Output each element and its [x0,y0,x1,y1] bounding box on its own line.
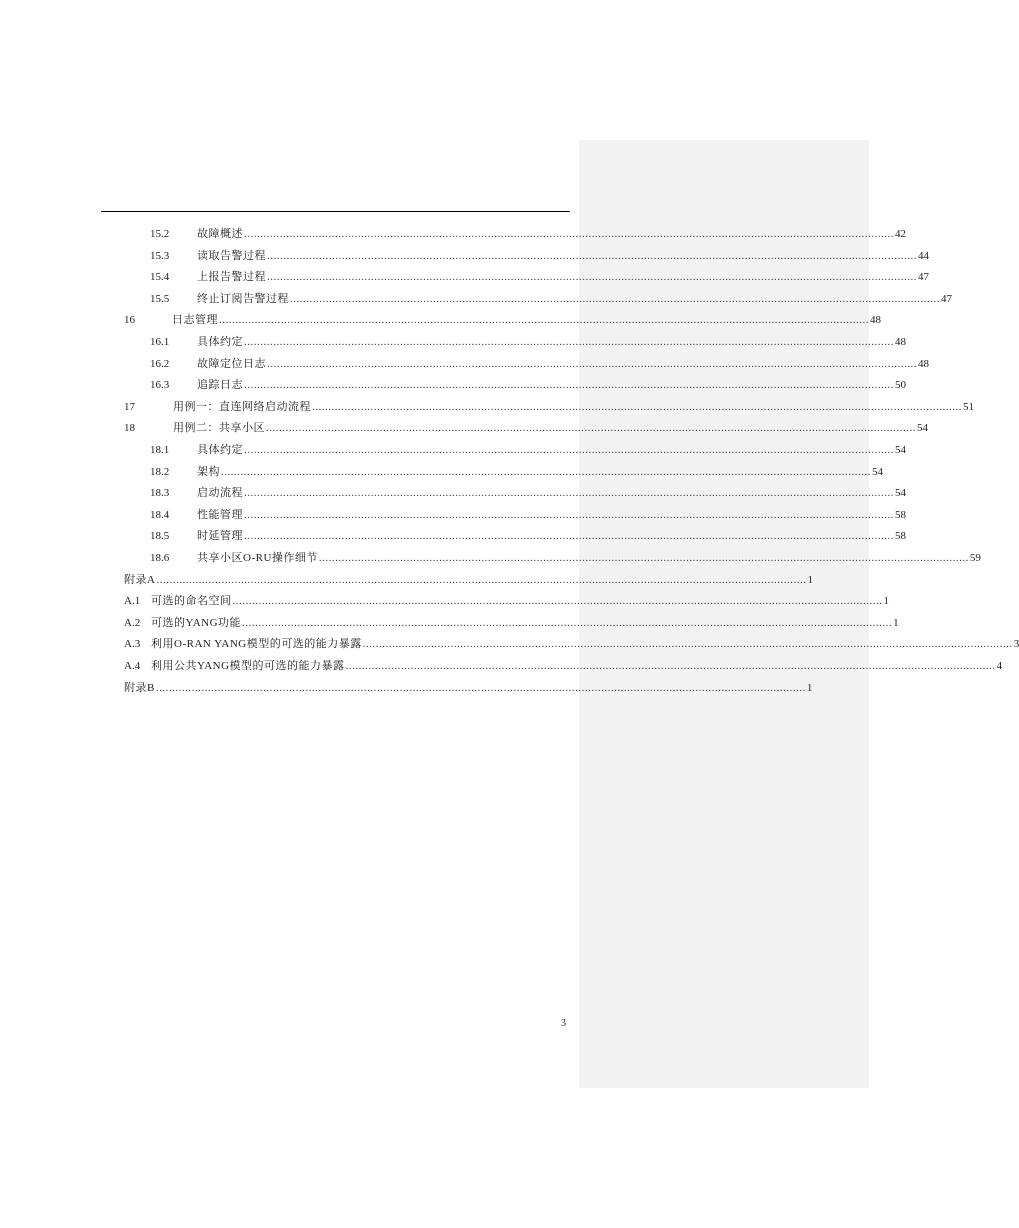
toc-entry-page: 54 [895,487,906,500]
toc-dot-leader: ........................................................................................................................................................................................................ [219,314,869,327]
toc-entry-number: A.3 [124,638,141,651]
header-rule [101,211,570,212]
toc-entry[interactable] [124,310,881,330]
toc-entry-title: 故障概述 [197,228,243,240]
toc-entry-page: 48 [870,314,881,327]
toc-entry-page: 54 [917,422,928,435]
toc-entry-page: 1 [806,681,813,694]
toc-entry-page: 1 [807,573,813,586]
toc-entry[interactable] [150,354,929,374]
toc-entry[interactable] [124,591,889,611]
toc-entry-number: 18.2 [150,465,170,478]
toc-entry-page: 3 [1013,638,1019,651]
toc-dot-leader: ........................................................................................................................................................................................................ [244,379,894,392]
toc-dot-leader: ........................................................................................................................................................................................................ [244,487,894,500]
toc-entry[interactable] [150,548,981,568]
toc-entry-number: 16.1 [150,336,170,348]
toc-dot-leader: ........................................................................................................................................................................................................ [244,530,894,543]
toc-entry-title: 具体约定 [197,336,243,348]
toc-entry-page: 58 [895,508,906,521]
toc-dot-leader: ........................................................................................................................................................................................................ [267,271,917,284]
toc-entry-page: 1 [893,616,899,629]
toc-entry-title: 利用公共YANG模型的可选的能力暴露 [151,660,345,672]
toc-dot-leader: ........................................................................................................................................................................................................ [155,681,806,694]
toc-entry[interactable] [150,246,929,266]
toc-dot-leader: ........................................................................................................................................................................................................ [244,508,894,521]
toc-entry-number: 18 [124,422,135,435]
toc-entry-number: 16.3 [150,379,170,392]
toc-dot-leader: ........................................................................................................................................................................................................ [318,552,969,564]
toc-entry-number: A.1 [124,595,141,608]
toc-dot-leader: ........................................................................................................................................................................................................ [290,292,940,305]
toc-entry-page: 50 [895,379,906,392]
toc-dot-leader: ........................................................................................................................................................................................................ [362,638,1013,651]
toc-entry-title: 读取告警过程 [197,249,266,262]
toc-entry-page: 59 [969,552,981,564]
toc-entry-number: 16 [124,314,135,327]
toc-entry-page: 44 [918,249,929,262]
toc-entry-number: 15.3 [150,249,170,262]
toc-entry[interactable] [124,613,899,633]
toc-entry[interactable] [124,656,1003,676]
toc-entry-number: 18.1 [150,444,170,456]
toc-entry[interactable] [124,634,1019,654]
toc-dot-leader: ........................................................................................................................................................................................................ [221,465,871,478]
toc-entry[interactable] [150,289,952,309]
toc-entry-title: 故障定位日志 [197,357,266,370]
toc-entry-page: 54 [895,444,906,456]
toc-entry-title: 共享小区O-RU操作细节 [197,552,318,564]
toc-entry[interactable] [150,224,906,244]
toc-entry-number: 15.4 [150,271,170,284]
toc-entry-number: 18.4 [150,508,170,521]
toc-entry-page: 58 [895,530,906,543]
toc-entry-title: 日志管理 [172,314,218,327]
toc-entry-number: 16.2 [150,357,170,370]
toc-entry-title: 附录A [124,573,156,586]
toc-entry-number: 18.3 [150,487,170,500]
toc-entry-page: 4 [996,660,1003,672]
toc-entry-page: 47 [918,271,929,284]
toc-entry-page: 54 [872,465,883,478]
toc-entry-title: 时延管理 [197,530,243,543]
toc-dot-leader: ........................................................................................................................................................................................................ [242,616,893,629]
toc-entry[interactable] [124,570,813,590]
toc-entry-number: 15.2 [150,228,170,240]
toc-entry[interactable] [150,440,906,460]
toc-entry-title: 利用O-RAN YANG模型的可选的能力暴露 [151,638,362,651]
toc-entry-title: 追踪日志 [197,379,243,392]
toc-dot-leader: ........................................................................................................................................................................................................ [267,249,917,262]
toc-entry-number: A.2 [124,616,141,629]
toc-entry[interactable] [150,505,906,525]
toc-dot-leader: ........................................................................................................................................................................................................ [156,573,807,586]
toc-entry[interactable] [150,267,929,287]
toc-entry-number: 18.6 [150,552,170,564]
toc-entry[interactable] [124,397,974,417]
toc-entry-page: 42 [895,228,906,240]
toc-dot-leader: ........................................................................................................................................................................................................ [244,444,894,456]
toc-entry[interactable] [150,375,906,395]
toc-entry-title: 可选的YANG功能 [151,616,242,629]
toc-entry-title: 可选的命名空间 [151,595,232,608]
toc-dot-leader: ........................................................................................................................................................................................................ [312,400,962,413]
toc-entry-title: 架构 [197,465,220,478]
toc-entry-title: 启动流程 [197,487,243,500]
toc-entry-title: 用例一：直连网络启动流程 [173,400,311,413]
toc-entry-page: 48 [918,357,929,370]
toc-entry-title: 具体约定 [197,444,243,456]
toc-dot-leader: ........................................................................................................................................................................................................ [266,422,916,435]
toc-entry[interactable] [150,332,906,352]
toc-entry-page: 48 [895,336,906,348]
toc-entry[interactable] [150,483,906,503]
page-number: 3 [561,1018,566,1029]
toc-entry-page: 1 [883,595,889,608]
toc-entry-title: 附录B [124,681,155,694]
toc-entry-title: 用例二：共享小区 [173,422,265,435]
toc-dot-leader: ........................................................................................................................................................................................................ [244,336,894,348]
toc-entry[interactable] [124,418,928,438]
toc-entry[interactable] [124,678,813,698]
toc-dot-leader: ........................................................................................................................................................................................................ [244,228,894,240]
toc-entry-title: 终止订阅告警过程 [197,292,289,305]
toc-entry-page: 51 [963,400,974,413]
toc-dot-leader: ........................................................................................................................................................................................................ [267,357,917,370]
toc-entry-number: 15.5 [150,292,170,305]
toc-entry-title: 性能管理 [197,508,243,521]
toc-entry-number: 18.5 [150,530,170,543]
toc-entry[interactable] [150,526,906,546]
toc-entry[interactable] [150,462,883,482]
toc-entry-number: A.4 [124,660,141,672]
toc-entry-number: 17 [124,400,135,413]
toc-dot-leader: ........................................................................................................................................................................................................ [232,595,883,608]
toc-entry-title: 上报告警过程 [197,271,266,284]
toc-dot-leader: ........................................................................................................................................................................................................ [345,660,996,672]
toc-entry-page: 47 [941,292,952,305]
